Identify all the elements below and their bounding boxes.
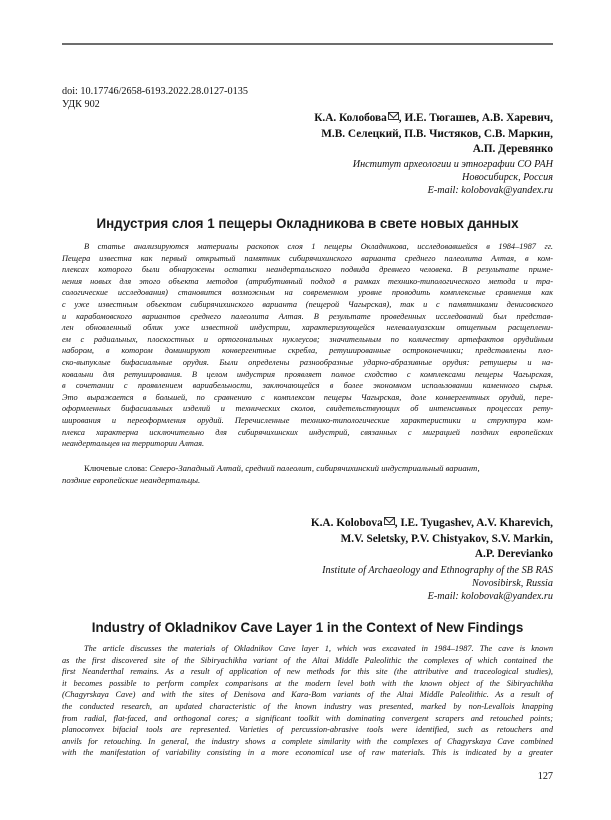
en-corresponding-author: K.A. Kolobova (310, 517, 383, 529)
ru-corresponding-author: К.А. Колобова (314, 112, 387, 124)
ru-keywords: Ключевые слова: Северо-Западный Алтай, средний палеолит, сибирячихинский индустриальный вариант, поздние европейские неандертальцы. (62, 463, 480, 485)
envelope-icon (388, 112, 399, 120)
en-affiliation: Institute of Archaeology and Ethnography of the SB RAS Novosibirsk, Russia E-mail: kolobovak@yandex.ru (153, 564, 553, 604)
ru-title: Индустрия слоя 1 пещеры Окладникова в свете новых данных (96, 216, 519, 231)
ru-abstract: В статье анализируются материалы раскопок слоя 1 пещеры Окладникова, исследовавшейся в 1984–1987 гг. Пещера известна как первый открытый памятник сибирячихинского варианта среднего палеолита Алтая, в ком- плексах которого были обнаружены остатки неандертальского подвида древнего человека. В результате приме- нения новых для этого объекта методов (атрибутивный подход в рамках технико-типологического метода и тра- сологические исследования) становится возможным на современном уровне проводить комплексные сравнения как с уже известным объектом сибирячихинского варианта (пещерой Чагырская), так и с памятниками денисовского и карабомовского вариантов среднего палеолита Алтая. В результате проведенных исследований был представ- лен обновленный облик уже известной индустрии, характеризующейся нелеваллуазским отщепным расщеплени- ем с радиальных, плоскостных и ортогональных нуклеусов; значительным по количеству артефактов орудийным набором, в котором доминируют конвергентные скребла, ретушированные остроконечники; представлены пло- ско-выпуклые бифасиальные орудия. Были определены разнообразные ударно-абразивные орудия: ретушеры и на- ковальни для ретуширования. В целом индустрия проявляет полное сходство с комплексами пещеры Чагырская, в сочетании с проявлением вариабельности, заключающейся в более экономном использовании каменного сырья. Это выражается в большей, по сравнению с комплексом пещеры Чагырская, доле конвергентных орудий, пере- оформленных бифасиальных изделий и технических сколов, свидетельствующих об интенсивных процессах рету- ширования и переоформления орудий. Перечисленные технико-типологические характеристики и структура ком- плекса характерна исключительно для сибирячихинских индустрий, связанных с миграцией поздних европейских неандертальцев на территории Алтая. (62, 242, 553, 449)
en-email: E-mail: kolobovak@yandex.ru (427, 591, 553, 603)
ru-email: E-mail: kolobovak@yandex.ru (427, 185, 553, 197)
en-abstract: The article discusses the materials of Okladnikov Cave layer 1, which was excavated in 1984–1987. The cave is known as the first discovered site of the Sibiryachikha variant of the Altai Middle Paleolithic the complexes of which contained the first Neanderthal remains. As a result of application of new methods for this site (the attributive and traceological studies), it becomes possible to perform complex comparisons at the modern level both with the known object of the Sibiryachikha (Chagyrskaya Cave) and with the sites of Denisova and Kara-Bom variants of the Altai Middle Paleolithic. As a result of the conducted research, an updated characteristic of the known industry was presented, marked by non-Levallois knapping from radial, flat-faced, and orthogonal cores; a significant toolkit with dominating convergent scrapers and retouched points; planoconvex bifacial tools are represented. Varieties of percussion-abrasive tools were identified, such as retouchers and anvils for retouching. In general, the industry shows a complete similarity with the complexes of Chagyrskaya Cave combined with the manifestation of variability consisting in a more economical use of raw materials. This is indicated by a greater (62, 644, 553, 758)
udk: УДК 902 (62, 99, 100, 110)
page-number: 127 (537, 771, 553, 782)
ru-authors: К.А. Колобова , И.Е. Тюгашев, А.В. Харевич, М.В. Селецкий, П.В. Чистяков, С.В. Маркин, А.П. Деревянко (314, 112, 553, 155)
en-title: Industry of Okladnikov Cave Layer 1 in the Context of New Findings (91, 620, 524, 635)
keywords-label: Ключевые слова: (84, 463, 150, 473)
top-rule (62, 43, 553, 45)
en-authors: K.A. Kolobova , I.E. Tyugashev, A.V. Kharevich, M.V. Seletsky, P.V. Chistyakov, S.V. Markin, A.P. Derevianko (310, 517, 553, 560)
ru-affiliation: Институт археологии и этнографии СО РАН Новосибирск, Россия E-mail: kolobovak@yandex.ru (153, 158, 553, 198)
doi: doi: 10.17746/2658-6193.2022.28.0127-0135 (62, 86, 248, 97)
envelope-icon (384, 517, 395, 525)
